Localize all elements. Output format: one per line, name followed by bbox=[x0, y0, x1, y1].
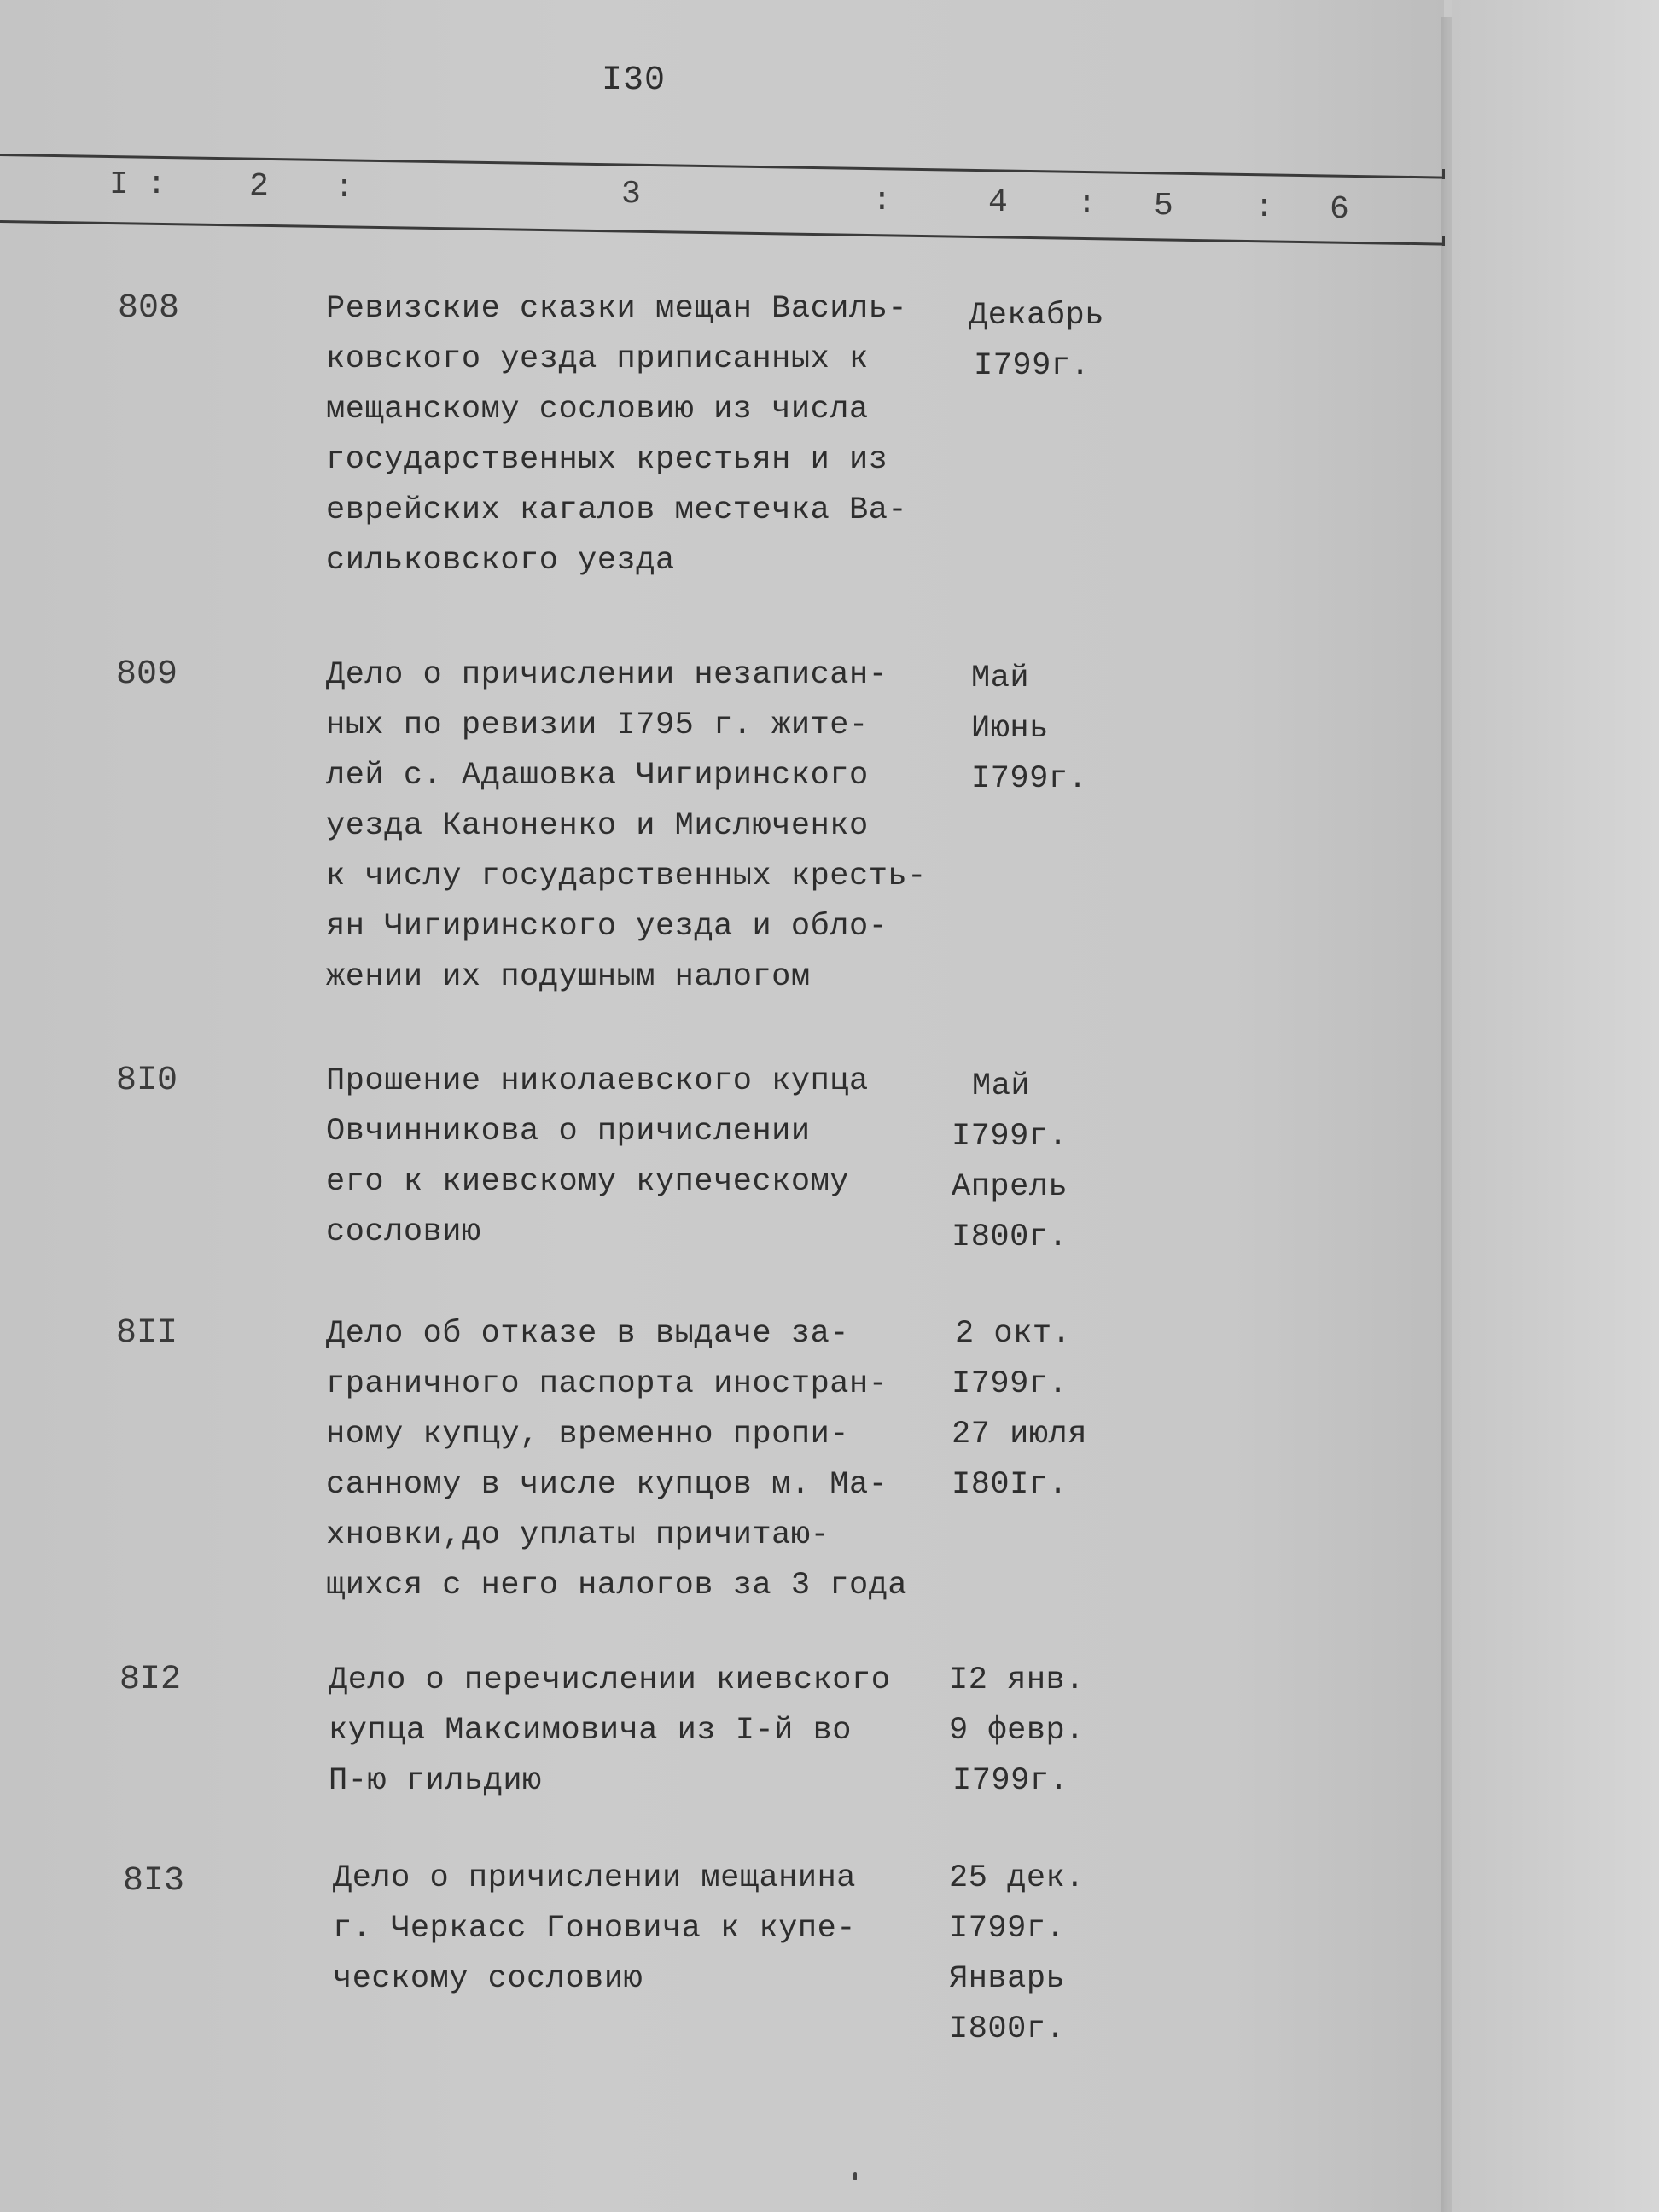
date-line: 9 февр. bbox=[949, 1713, 1085, 1749]
entry-description bbox=[326, 1057, 975, 1258]
column-number-4: 4 bbox=[988, 184, 1008, 221]
column-separator: : bbox=[1077, 186, 1097, 223]
date-line: I799г. bbox=[974, 348, 1091, 384]
paper-speck bbox=[853, 2172, 857, 2180]
description-line: государственных крестьян и из bbox=[326, 442, 888, 478]
description-line: ковского уезда приписанных к bbox=[326, 341, 869, 377]
description-line: жении их подушным налогом bbox=[326, 959, 811, 995]
date-line: Май bbox=[971, 661, 1030, 696]
description-line: щихся с него налогов за 3 года bbox=[326, 1568, 908, 1604]
description-line: ческому сословию bbox=[333, 1961, 643, 1997]
description-line: мещанскому сословию из числа bbox=[326, 392, 869, 428]
description-line: Дело о перечислении киевского bbox=[329, 1662, 891, 1698]
entry-description bbox=[326, 1309, 975, 1611]
description-line: купца Максимовича из I-й во bbox=[329, 1713, 852, 1749]
description-line: лей с. Адашовка Чигиринского bbox=[326, 758, 869, 794]
description-line: граничного паспорта иностран- bbox=[326, 1366, 888, 1402]
underlying-sheet bbox=[1452, 0, 1659, 2212]
description-line: еврейских кагалов местечка Ва- bbox=[326, 492, 908, 528]
entry-dates bbox=[971, 654, 1159, 805]
page-number: I30 bbox=[602, 61, 667, 100]
entry-number: 809 bbox=[116, 655, 178, 694]
date-line: Май bbox=[972, 1068, 1031, 1104]
column-separator: : bbox=[147, 166, 166, 203]
entry-description bbox=[329, 1656, 977, 1807]
description-line: Дело о причислении мещанина bbox=[333, 1860, 856, 1896]
date-line: I799г. bbox=[952, 1763, 1069, 1799]
column-number-6: 6 bbox=[1330, 191, 1349, 228]
entry-number: 8I2 bbox=[119, 1661, 182, 1699]
column-number-5: 5 bbox=[1154, 188, 1173, 224]
column-separator: : bbox=[872, 183, 892, 219]
description-line: ных по ревизии I795 г. жите- bbox=[326, 707, 869, 743]
entry-dates bbox=[949, 1656, 1137, 1807]
description-line: хновки,до уплаты причитаю- bbox=[326, 1517, 830, 1553]
description-line: ян Чигиринского уезда и обло- bbox=[326, 909, 888, 945]
description-line: сильковского уезда bbox=[326, 543, 675, 579]
header-rule-top-tick bbox=[1442, 169, 1445, 179]
header-rule-bottom-tick bbox=[1442, 236, 1445, 246]
column-number-1: I bbox=[109, 166, 129, 203]
entry-number: 8I3 bbox=[123, 1862, 185, 1901]
description-line: Прошение николаевского купца bbox=[326, 1063, 869, 1099]
date-line: Январь bbox=[949, 1961, 1066, 1997]
entry-description bbox=[333, 1854, 981, 2005]
entry-dates bbox=[969, 291, 1156, 392]
date-line: I800г. bbox=[949, 2011, 1066, 2047]
column-number-3: 3 bbox=[621, 176, 641, 212]
date-line: I2 янв. bbox=[949, 1662, 1085, 1698]
description-line: Дело о причислении незаписан- bbox=[326, 657, 888, 693]
entry-description bbox=[326, 650, 975, 1003]
date-line: I799г. bbox=[971, 761, 1088, 797]
description-line: Овчинникова о причислении bbox=[326, 1114, 811, 1150]
page-edge-shadow bbox=[1441, 17, 1452, 2212]
date-line: 25 дек. bbox=[949, 1860, 1085, 1896]
description-line: Ревизские сказки мещан Василь- bbox=[326, 291, 908, 327]
date-line: I799г. bbox=[952, 1366, 1068, 1402]
entry-dates bbox=[949, 1854, 1137, 2055]
date-line: Декабрь bbox=[969, 298, 1104, 334]
entry-dates bbox=[952, 1062, 1139, 1263]
date-line: I800г. bbox=[952, 1220, 1068, 1255]
entry-dates bbox=[952, 1309, 1139, 1511]
entry-description bbox=[326, 284, 975, 586]
description-line: ному купцу, временно пропи- bbox=[326, 1417, 849, 1452]
description-line: Дело об отказе в выдаче за- bbox=[326, 1316, 849, 1352]
description-line: П-ю гильдию bbox=[329, 1763, 542, 1799]
column-number-2: 2 bbox=[249, 168, 269, 205]
date-line: I799г. bbox=[952, 1119, 1068, 1155]
column-separator: : bbox=[335, 170, 354, 207]
description-line: к числу государственных кресть- bbox=[326, 859, 927, 894]
date-line: Июнь bbox=[971, 711, 1049, 747]
entry-number: 8II bbox=[116, 1314, 178, 1353]
date-line: 2 окт. bbox=[955, 1316, 1072, 1352]
description-line: сословию bbox=[326, 1214, 481, 1250]
description-line: г. Черкасс Гоновича к купе- bbox=[333, 1911, 856, 1947]
description-line: уезда Каноненко и Мислюченко bbox=[326, 808, 869, 844]
description-line: санному в числе купцов м. Ма- bbox=[326, 1467, 888, 1503]
date-line: 27 июля bbox=[952, 1417, 1087, 1452]
date-line: I80Iг. bbox=[952, 1467, 1068, 1503]
date-line: I799г. bbox=[949, 1911, 1066, 1947]
entry-number: 808 bbox=[118, 289, 180, 328]
description-line: его к киевскому купеческому bbox=[326, 1164, 849, 1200]
column-separator: : bbox=[1254, 189, 1274, 226]
entry-number: 8I0 bbox=[116, 1062, 178, 1100]
date-line: Апрель bbox=[952, 1169, 1068, 1205]
